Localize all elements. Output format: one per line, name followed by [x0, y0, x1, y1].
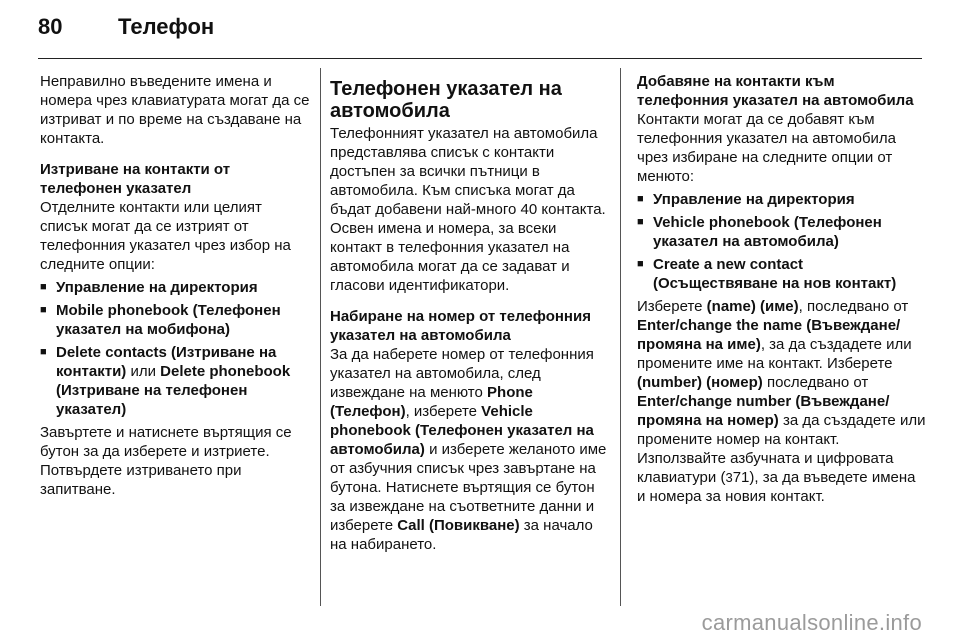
add-text-a: Изберете — [637, 298, 707, 315]
page-header — [38, 14, 214, 50]
column-2 — [330, 72, 610, 566]
list-item: ■ Vehicle phonebook (Телефонен указател на автомобила) — [637, 213, 927, 251]
add-text-e: за да създадете или промените номер на контакт. Използвайте азбучната и цифровата клавиатури ( — [637, 412, 926, 486]
call-label: Call (Повикване) — [397, 517, 520, 534]
page-number: 80 — [38, 14, 63, 39]
dial-text-a: За да наберете номер от телефонния указател на автомобила, след извеждане на менюто — [330, 346, 594, 401]
column-3 — [637, 72, 927, 518]
number-label: (number) (номер) — [637, 374, 763, 391]
vehicle-phonebook-heading: Телефонен указател на автомобила — [330, 78, 562, 122]
watermark-text: carmanualsonline.info — [701, 610, 922, 635]
or-text: или — [126, 363, 161, 380]
list-item: ■ Mobile phonebook (Телефонен указател на мобифона) — [40, 301, 312, 339]
page-reference-icon: 3 — [725, 470, 733, 485]
add-text-b: , последвано от — [798, 298, 909, 315]
delete-phonebook-option: Delete phonebook (Изтриване на телефонен указател) — [56, 363, 291, 418]
delete-contacts-text: Отделните контакти или целият списък могат да се изтрият от телефонния указател чрез избор на следните опции: — [40, 199, 291, 273]
delete-contacts-heading: Изтриване на контакти от телефонен указател — [40, 161, 231, 197]
add-options-list — [637, 190, 927, 293]
dial-heading: Набиране на номер от телефонния указател на автомобила — [330, 308, 591, 344]
column-1 — [40, 72, 312, 511]
confirm-paragraph: Завъртете и натиснете въртящия се бутон за да изберете и изтриете. Потвърдете изтриването при запитване. — [40, 424, 292, 498]
dial-text-d: за начало на набирането. — [330, 517, 593, 553]
list-item: ■ Управление на директория — [637, 190, 927, 209]
header-rule — [38, 58, 922, 59]
column-divider-1 — [320, 68, 321, 606]
add-contacts-heading: Добавяне на контакти към телефонния указател на автомобила — [637, 73, 914, 109]
vehicle-phonebook-text: Телефонният указател на автомобила представлява списък с контакти достъпен за всички пътници в автомобила. Към списъка могат да бъдат добавени най-много 40 контакта. Освен имена и номера, за всеки контакт в телефонния указател на автомобила могат да се задават и гласови идентификатори. — [330, 125, 606, 294]
dial-text-b: , изберете — [405, 403, 482, 420]
list-item: ■ Управление на директория — [40, 278, 312, 297]
dial-paragraph — [330, 345, 610, 554]
vehicle-phonebook-label: Vehicle phonebook (Телефонен указател на автомобила) — [330, 403, 594, 458]
column-divider-2 — [620, 68, 621, 606]
list-item: ■ Create a new contact (Осъществяване на нов контакт) — [637, 255, 927, 293]
add-text-c: , за да създадете или промените име на контакт. Изберете — [637, 336, 912, 372]
phone-menu-label: Phone (Телефон) — [330, 384, 533, 420]
dial-text-c: и изберете желаното име от азбучния списък чрез завъртане на бутона. Натиснете въртящия се бутон за извеждане на съответните данни и изберете — [330, 441, 607, 534]
enter-number-label: Enter/change number (Въвеждане/промяна на номер) — [637, 393, 890, 429]
list-item — [40, 343, 312, 419]
intro-paragraph: Неправилно въведените имена и номера чрез клавиатурата могат да се изтриват и по време на създаване на контакта. — [40, 73, 310, 147]
add-contacts-text: Контакти могат да се добавят към телефонния указател на автомобила чрез избиране на следните опции от менюто: — [637, 111, 897, 185]
delete-options-list — [40, 278, 312, 419]
name-label: (name) (име) — [706, 298, 799, 315]
add-text-f: 71), за да въведете имена и номера за новия контакт. — [637, 469, 916, 505]
add-text-d: последвано от — [762, 374, 869, 391]
delete-contacts-option: Delete contacts (Изтриване на контакти) — [56, 344, 277, 380]
enter-name-label: Enter/change the name (Въвеждане/промяна на име) — [637, 317, 901, 353]
page-title: Телефон — [118, 14, 215, 39]
add-paragraph — [637, 297, 927, 506]
